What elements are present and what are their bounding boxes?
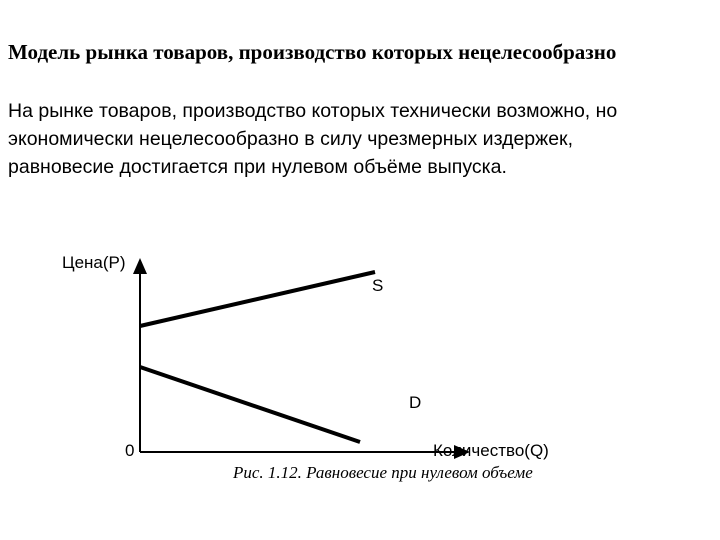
origin-label: 0	[125, 441, 135, 460]
demand-line	[140, 367, 360, 442]
page-title: Модель рынка товаров, производство которых нецелесообразно	[8, 40, 617, 64]
supply-label: S	[372, 276, 384, 295]
paragraph-line-3: равновесие достигается при нулевом объёме выпуска.	[8, 156, 507, 178]
figure-caption: Рис. 1.12. Равновесие при нулевом объеме	[233, 463, 533, 482]
supply-line	[140, 272, 375, 326]
demand-label: D	[409, 393, 422, 412]
y-axis-label: Цена(Р)	[62, 253, 126, 272]
paragraph-line-2: экономически нецелесообразно в силу чрезмерных издержек,	[8, 128, 573, 150]
paragraph-line-1: На рынке товаров, производство которых технически возможно, но	[8, 100, 618, 122]
x-axis-label: Количество(Q)	[433, 441, 549, 460]
y-axis-arrow	[133, 258, 147, 274]
